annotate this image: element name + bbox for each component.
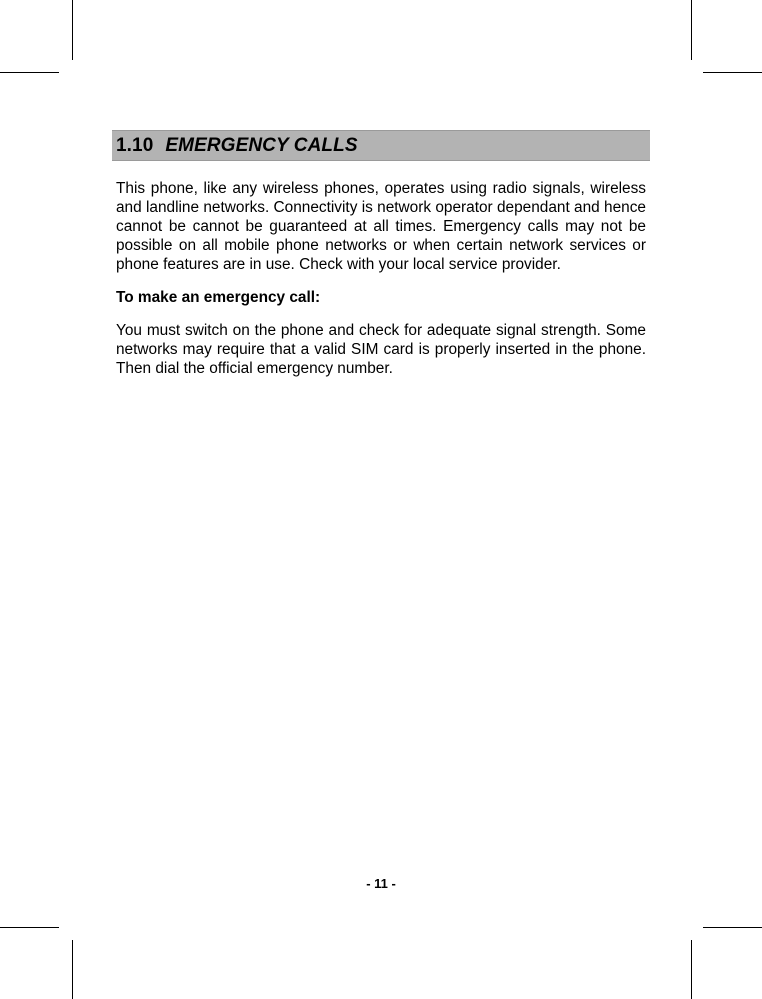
page-number: - 11 - bbox=[366, 876, 396, 891]
crop-mark-top-right-horizontal bbox=[703, 72, 762, 73]
page-content bbox=[112, 130, 650, 378]
crop-mark-top-right-vertical bbox=[691, 0, 692, 60]
crop-mark-top-left-horizontal bbox=[0, 72, 59, 73]
intro-paragraph: This phone, like any wireless phones, operates using radio signals, wireless and landline networks. Connectivity is network operator dependant and hence cannot be cannot be guaranteed at all times. Emergency calls may not be possible on all mobile phone networks or when certain network services or phone features are in use. Check with your local service provider. bbox=[116, 180, 646, 273]
crop-mark-bottom-left-vertical bbox=[72, 940, 73, 999]
crop-mark-bottom-left-horizontal bbox=[0, 927, 59, 928]
subheading: To make an emergency call: bbox=[116, 289, 321, 306]
instructions-paragraph: You must switch on the phone and check for adequate signal strength. Some networks may require that a valid SIM card is properly inserted in the phone. Then dial the official emergency number. bbox=[116, 322, 646, 377]
crop-mark-top-left-vertical bbox=[72, 0, 73, 60]
crop-mark-bottom-right-vertical bbox=[691, 940, 692, 999]
crop-mark-bottom-right-horizontal bbox=[703, 927, 762, 928]
section-number: 1.10 bbox=[116, 134, 154, 156]
section-header bbox=[112, 130, 650, 161]
section-title: EMERGENCY CALLS bbox=[165, 134, 358, 156]
